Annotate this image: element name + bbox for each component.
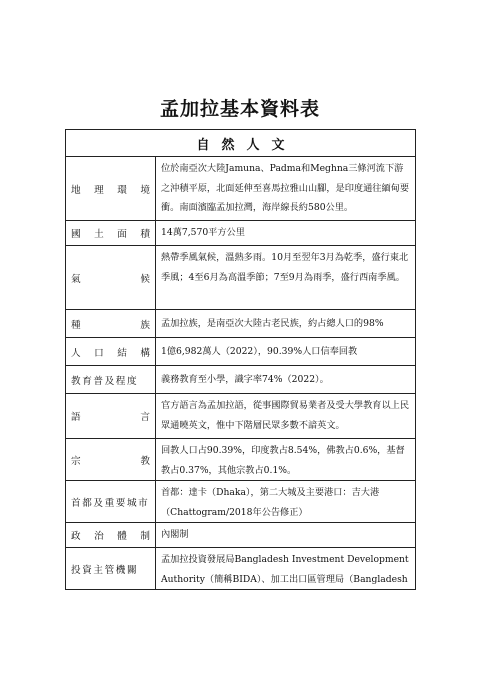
label-char: 族 <box>140 319 150 331</box>
row-label <box>66 246 156 309</box>
table-row <box>66 481 415 523</box>
label-char: 政 <box>71 531 81 542</box>
label-char: 種 <box>71 319 81 331</box>
row-value: 孟加拉投資發展局Bangladesh Investment Development Authority（簡稱BIDA）、加工出口區管理局（Bangladesh <box>161 554 409 585</box>
label-char: 構 <box>140 347 150 359</box>
row-label <box>66 439 156 480</box>
document-title: 孟加拉基本資料表 <box>159 98 320 120</box>
row-value: 1億6,982萬人（2022），90.39%人口信奉回教 <box>161 345 358 357</box>
label-char: 人 <box>71 347 81 359</box>
row-value: 位於南亞次大陸Jamuna、Padma和Meghna三條河流下游之沖積平原，北面延伸至喜馬拉雅山山腳，是印度通往緬甸要衝。南面濱臨孟加拉灣，海岸線長約580公里。 <box>161 163 410 213</box>
label-char: 土 <box>94 229 104 240</box>
label-char: 宗 <box>71 455 81 467</box>
table-row <box>66 338 415 366</box>
table-row <box>66 366 415 394</box>
table-row <box>66 439 415 481</box>
label-char: 制 <box>140 531 150 542</box>
label-char: 言 <box>140 412 150 423</box>
row-value: 首都：達卡（Dhaka），第二大城及主要港口：吉大港（Chattogram/2018年公告修正） <box>161 487 380 518</box>
table-row <box>66 310 415 338</box>
row-value: 內閣制 <box>161 529 189 541</box>
row-label <box>66 221 156 245</box>
label-char: 地 <box>71 184 81 196</box>
row-value: 回教人口占90.39%，印度教占8.54%，佛教占0.6%，基督教占0.37%，其他宗教占0.1%。 <box>161 445 405 476</box>
label-char: 環 <box>117 184 127 196</box>
row-label: 首都及重要城市 <box>66 481 156 522</box>
table-row <box>66 548 415 589</box>
label-char: 結 <box>117 347 127 359</box>
basic-info-table <box>65 129 416 590</box>
row-value: 官方語言為孟加拉語，從事國際貿易業者及受大學教育以上民眾通曉英文，惟中下階層民眾多數不諳英文。 <box>161 400 410 431</box>
row-value: 熱帶季風氣候，溫熱多雨。10月至翌年3月為乾季，盛行東北季風；4至6月為高溫季節；7至9月為雨季，盛行西南季風。 <box>161 252 409 283</box>
row-label <box>66 310 156 337</box>
table-row <box>66 523 415 548</box>
label-char: 體 <box>117 531 127 542</box>
table-row <box>66 246 415 310</box>
row-label: 投資主管機關 <box>66 548 156 589</box>
table-row <box>66 394 415 439</box>
label-char: 國 <box>71 229 81 240</box>
label-char: 教 <box>140 455 150 467</box>
label-char: 治 <box>94 531 104 542</box>
row-value: 孟加拉族，是南亞次大陸古老民族，約占總人口的98% <box>161 317 384 329</box>
label-char: 候 <box>140 273 150 285</box>
label-char: 氣 <box>71 273 81 285</box>
label-char: 口 <box>94 347 104 359</box>
row-label <box>66 394 156 438</box>
label-char: 面 <box>117 229 127 240</box>
table-row <box>66 221 415 246</box>
label-char: 理 <box>94 184 104 196</box>
row-label <box>66 523 156 547</box>
label-char: 境 <box>140 184 150 196</box>
section-header: 自然人文 <box>66 130 415 157</box>
row-value: 義務教育至小學，識字率74%（2022）。 <box>161 373 329 385</box>
row-label: 教育普及程度 <box>66 366 156 393</box>
row-value: 14萬7,570平方公里 <box>161 227 245 239</box>
row-label <box>66 157 156 220</box>
row-label <box>66 338 156 365</box>
table-row <box>66 157 415 221</box>
label-char: 語 <box>71 412 81 423</box>
label-char: 積 <box>140 229 150 240</box>
